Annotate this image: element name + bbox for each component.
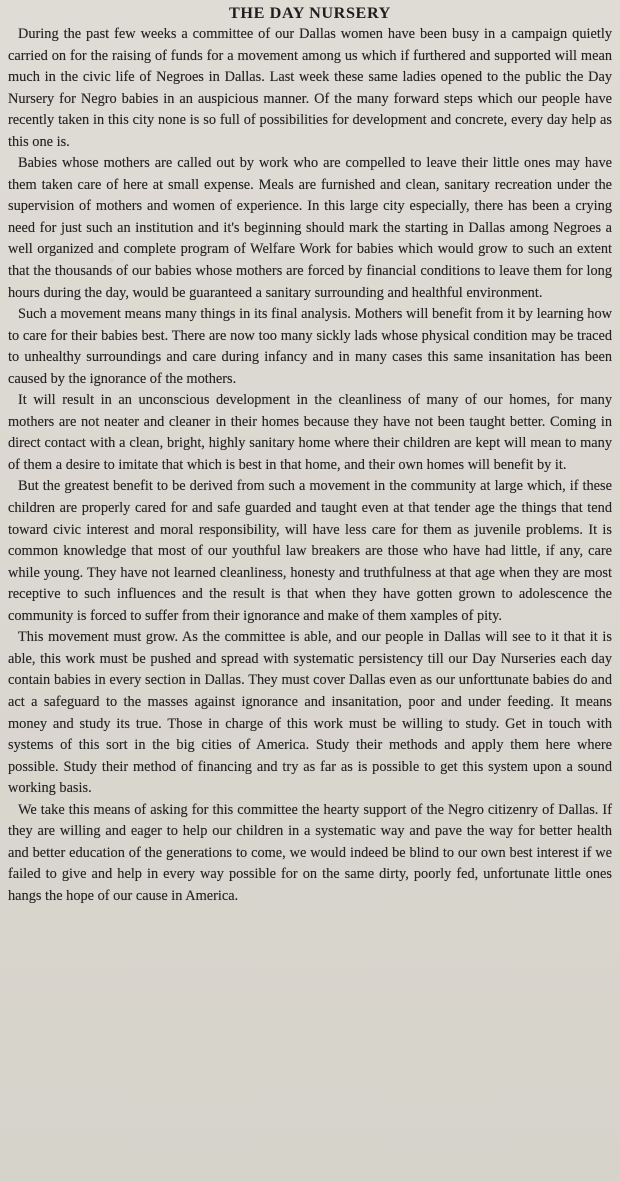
paragraph-2: Babies whose mothers are called out by work who are compelled to leave their little ones may have them taken care of here at small expense. Meals are furnished and clean, sanitary recreation under the supervision of mothers and women of experience. In this large city especially, there has been a crying need for just such an institution and it's beginning should mark the starting in Dallas among Negroes a well organized and complete program of Welfare Work for babies which would grow to such an extent that the thousands of our babies whose mothers are forced by financial conditions to leave them for long hours during the day, would be guaranteed a sanitary surrounding and healthful environment. xyxy=(8,155,612,301)
article-title: THE DAY NURSERY xyxy=(229,4,391,22)
paragraph-5: But the greatest benefit to be derived from such a movement in the community at large which, if these children are properly cared for and safe guarded and taught even at that tender age the things that tend toward civic interest and moral responsibility, will have less care for them as juvenile problems. It is common knowledge that most of our youthful law breakers are those who have had little, if any, care while young. They have not learned cleanliness, honesty and truthfulness at that age when they are most receptive to such influences and the result is that when they have gotten grown to adolescence the community is forced to suffer from their ignorance and make of them xamples of pity. xyxy=(8,478,612,624)
paragraph-7: We take this means of asking for this committee the hearty support of the Negro citizenry of Dallas. If they are willing and eager to help our children in a systematic way and pave the way for better health and better education of the generations to come, we would indeed be blind to our own best interest if we failed to give and help in every way possible for on the same dirty, poorly fed, unfortunate little ones hangs the hope of our cause in America. xyxy=(8,801,612,904)
paragraph-4: It will result in an unconscious development in the cleanliness of many of our homes, for many mothers are not neater and cleaner in their homes because they have not been taught better. Coming in direct contact with a clean, bright, highly sanitary home where their children are kept will mean to many of them a desire to imitate that which is best in that home, and their own homes will benefit by it. xyxy=(8,392,612,473)
paragraph-3: Such a movement means many things in its final analysis. Mothers will benefit from it by learning how to care for their babies best. There are now too many sickly lads whose physical condition may be traced to unhealthy surroundings and care during infancy and in many cases this same insanitation has been caused by the ignorance of the mothers. xyxy=(8,306,612,387)
paragraph-6: This movement must grow. As the committee is able, and our people in Dallas will see to it that it is able, this work must be pushed and spread with systematic persistency till our Day Nurseries each day contain babies in every section in Dallas. They must cover Dallas even as our unforttunate babies do and act a safeguard to the masses against ignorance and insanitation, poor and under feeding. It means money and study its true. Those in charge of this work must be willing to study. Get in touch with systems of this sort in the big cities of America. Study their methods and apply them here where possible. Study their method of financing and try as far as is possible to get this system upon a sound working basis. xyxy=(8,629,612,797)
paragraph-1: During the past few weeks a committee of our Dallas women have been busy in a campaign quietly carried on for the raising of funds for a movement among us which if furthered and supported will mean much in the civic life of Negroes in Dallas. Last week these same ladies opened to the public the Day Nursery for Negro babies in an auspicious manner. Of the many forward steps which our people have recently taken in this city none is so full of possibilities for development and concrete, every day help as this one is. xyxy=(8,26,612,150)
